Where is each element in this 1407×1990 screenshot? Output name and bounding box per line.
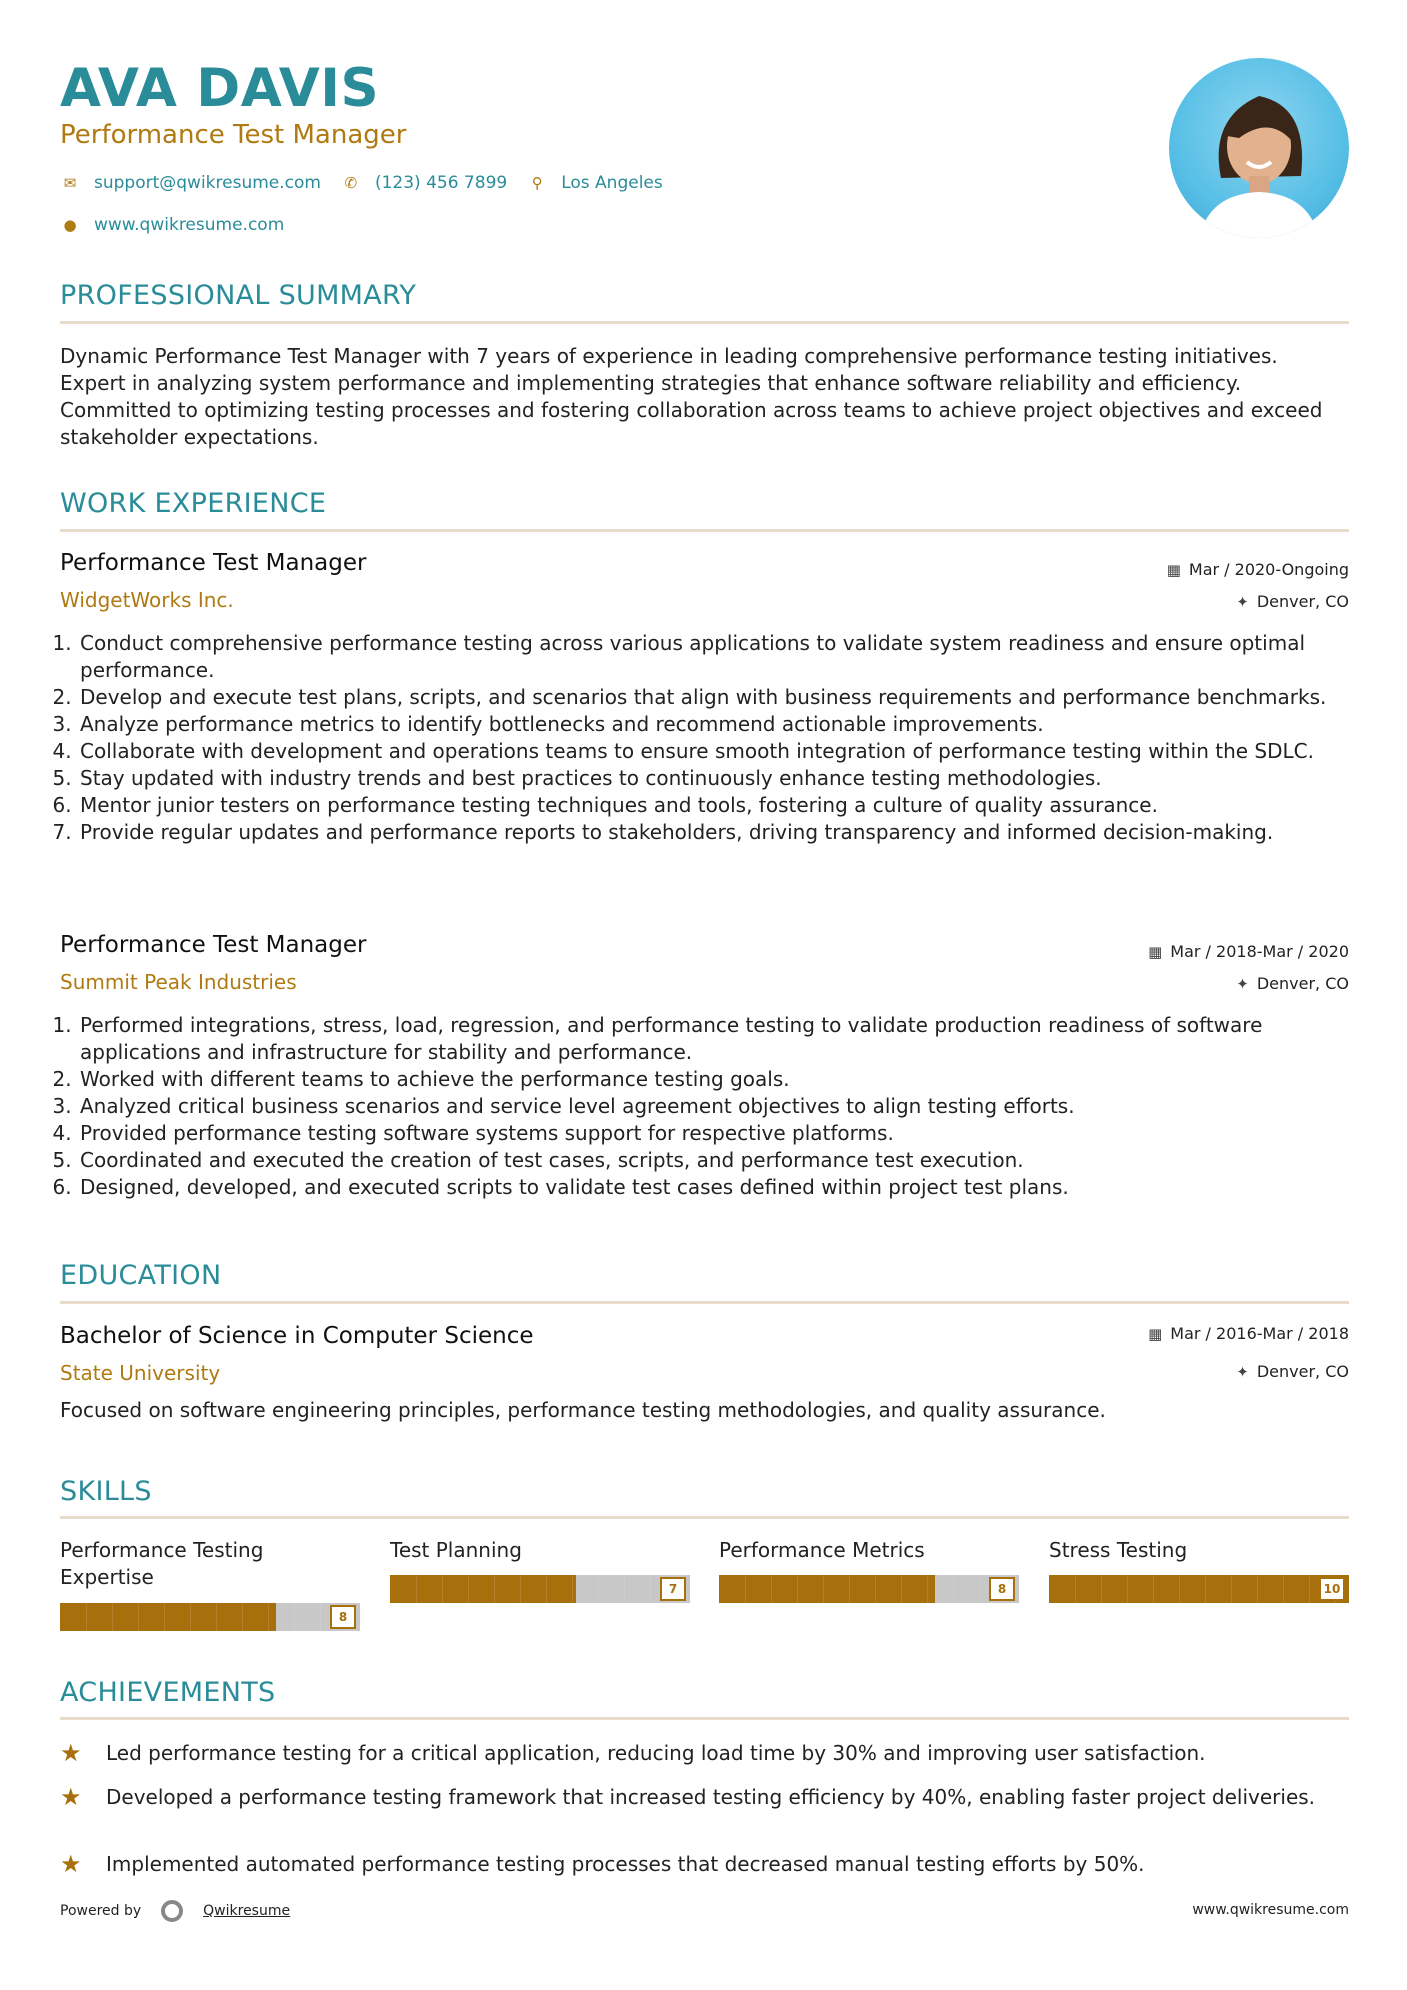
- degree-title: Bachelor of Science in Computer Science: [60, 1323, 534, 1349]
- skill-name: Test Planning: [390, 1538, 522, 1562]
- email-text: support@qwikresume.com: [94, 173, 321, 193]
- job-location-text: Denver, CO: [1256, 592, 1349, 611]
- list-item: 3. Analyzed critical business scenarios and service level agreement objectives to align testing efforts.: [78, 1093, 1349, 1120]
- skill-level-badge: 10: [1319, 1577, 1345, 1601]
- section-divider: [60, 1516, 1349, 1519]
- powered-by-label: Powered by: [60, 1903, 142, 1919]
- list-item: 5. Stay updated with industry trends and best practices to continuously enhance testing methodologies.: [78, 765, 1349, 792]
- skill-item: [1049, 1537, 1349, 1596]
- star-icon: ★: [60, 1783, 82, 1811]
- list-item: 2. Worked with different teams to achieve the performance testing goals.: [78, 1066, 1349, 1093]
- qwikresume-logo-icon: [161, 1900, 183, 1922]
- list-item: 5. Coordinated and executed the creation of test cases, scripts, and performance test execution.: [78, 1147, 1349, 1174]
- section-divider: [60, 1301, 1349, 1304]
- list-item: 2. Develop and execute test plans, scripts, and scenarios that align with business requirements and performance benchmarks.: [78, 684, 1349, 711]
- section-divider: [60, 1717, 1349, 1720]
- section-title-experience: WORK EXPERIENCE: [60, 488, 327, 519]
- candidate-name: AVA DAVIS: [60, 58, 380, 119]
- location-text: Los Angeles: [561, 173, 663, 193]
- skill-bar-segment: [520, 1575, 521, 1603]
- job-location: [1236, 592, 1349, 611]
- calendar-icon: ▦: [1148, 1324, 1163, 1343]
- skill-item: [60, 1537, 360, 1624]
- education-description: Focused on software engineering principles, performance testing methodologies, and quality assurance.: [60, 1398, 1106, 1422]
- skill-bar-segment: [979, 1575, 980, 1603]
- footer-brand: [60, 1900, 1349, 1922]
- globe-icon: ●: [63, 216, 77, 234]
- skill-name: Performance Testing Expertise: [60, 1538, 264, 1589]
- list-item: 1. Performed integrations, stress, load, regression, and performance testing to validate production readiness of software applications and infrastructure for stability and performance.: [78, 1012, 1349, 1066]
- section-title-skills: SKILLS: [60, 1476, 152, 1507]
- job-company: WidgetWorks Inc.: [60, 588, 234, 612]
- skill-bar-segment: [164, 1603, 165, 1631]
- skill-bar-segment: [268, 1603, 269, 1631]
- skill-level-badge: 7: [660, 1577, 686, 1601]
- skill-bar-segment: [797, 1575, 798, 1603]
- list-item: 6. Designed, developed, and executed scripts to validate test cases defined within project test plans.: [78, 1174, 1349, 1201]
- achievement-text: Led performance testing for a critical application, reducing load time by 30% and improving user satisfaction.: [106, 1741, 1206, 1765]
- phone-icon: ✆: [344, 174, 358, 192]
- email-item[interactable]: [60, 173, 321, 193]
- section-title-achievements: ACHIEVEMENTS: [60, 1677, 276, 1708]
- list-item: 6. Mentor junior testers on performance testing techniques and tools, fostering a culture of quality assurance.: [78, 792, 1349, 819]
- job-date: [1167, 560, 1349, 579]
- skill-bar-segment: [572, 1575, 573, 1603]
- skill-bar-segment: [216, 1603, 217, 1631]
- phone-item[interactable]: [341, 173, 507, 193]
- skill-bar-segment: [190, 1603, 191, 1631]
- skill-bar-segment: [1179, 1575, 1180, 1603]
- achievement-item: [60, 1851, 1349, 1878]
- skill-bar-segment: [901, 1575, 902, 1603]
- skill-bar-segment: [771, 1575, 772, 1603]
- footer-website[interactable]: www.qwikresume.com: [1192, 1902, 1349, 1918]
- skill-bar-segment: [442, 1575, 443, 1603]
- calendar-icon: ▦: [1148, 942, 1163, 961]
- skill-bar-fill: [60, 1603, 276, 1631]
- education-location-text: Denver, CO: [1256, 1362, 1349, 1381]
- skill-bar-segment: [1257, 1575, 1258, 1603]
- job-title: Performance Test Manager: [60, 550, 367, 576]
- skill-bar: [390, 1575, 690, 1603]
- website-item[interactable]: [60, 215, 284, 235]
- skill-bar: [1049, 1575, 1349, 1603]
- skill-name: Stress Testing: [1049, 1538, 1188, 1562]
- skill-level-badge: 8: [330, 1605, 356, 1629]
- job-date: [1148, 942, 1349, 961]
- profile-photo: [1169, 58, 1349, 238]
- skill-bar-segment: [294, 1603, 295, 1631]
- skill-bar-segment: [546, 1575, 547, 1603]
- section-title-summary: PROFESSIONAL SUMMARY: [60, 280, 417, 311]
- skill-bar-segment: [1153, 1575, 1154, 1603]
- skill-bar: [60, 1603, 360, 1631]
- list-item: 4. Provided performance testing software systems support for respective platforms.: [78, 1120, 1349, 1147]
- job-company: Summit Peak Industries: [60, 970, 297, 994]
- section-title-education: EDUCATION: [60, 1260, 222, 1291]
- skill-bar-fill: [1049, 1575, 1349, 1603]
- achievement-item: [60, 1784, 1349, 1811]
- website-text: www.qwikresume.com: [94, 215, 285, 235]
- skill-bar-segment: [1075, 1575, 1076, 1603]
- location-item: [527, 173, 663, 193]
- skill-bar-segment: [1205, 1575, 1206, 1603]
- skill-bar-segment: [86, 1603, 87, 1631]
- skill-bar-segment: [650, 1575, 651, 1603]
- skill-bar-fill: [390, 1575, 576, 1603]
- contact-row-1: [60, 173, 683, 193]
- map-pin-icon: ⚲: [531, 174, 543, 192]
- skill-bar-segment: [875, 1575, 876, 1603]
- job-location: [1236, 974, 1349, 993]
- list-item: 4. Collaborate with development and operations teams to ensure smooth integration of performance testing within the SDLC.: [78, 738, 1349, 765]
- job-date-text: Mar / 2018-Mar / 2020: [1170, 942, 1349, 961]
- skill-bar-segment: [320, 1603, 321, 1631]
- resume-page: [60, 0, 1349, 1990]
- pushpin-icon: ✦: [1236, 592, 1249, 611]
- qwikresume-link[interactable]: Qwikresume: [203, 1903, 291, 1919]
- education-location: [1236, 1362, 1349, 1381]
- skill-item: [719, 1537, 1019, 1596]
- skill-item: [390, 1537, 690, 1596]
- skill-bar-segment: [1283, 1575, 1284, 1603]
- skill-bar-segment: [138, 1603, 139, 1631]
- skill-bar: [719, 1575, 1019, 1603]
- skill-bar-segment: [494, 1575, 495, 1603]
- pushpin-icon: ✦: [1236, 974, 1249, 993]
- summary-text: Dynamic Performance Test Manager with 7 years of experience in leading comprehensive performance testing initiatives. Expert in analyzing system performance and implementing strategies that enhance software reliability and efficiency. Committed to optimizing testing processes and fostering collaboration across teams to achieve project objectives and exceed stakeholder expectations.: [60, 344, 1323, 449]
- achievement-text: Implemented automated performance testing processes that decreased manual testing efforts by 50%.: [106, 1852, 1145, 1876]
- profile-avatar-illustration: [1169, 58, 1349, 238]
- job-location-text: Denver, CO: [1256, 974, 1349, 993]
- list-item: 3. Analyze performance metrics to identify bottlenecks and recommend actionable improvements.: [78, 711, 1349, 738]
- skill-bar-segment: [823, 1575, 824, 1603]
- skill-bar-segment: [953, 1575, 954, 1603]
- envelope-icon: ✉: [63, 174, 77, 192]
- skill-bar-segment: [112, 1603, 113, 1631]
- skill-bar-segment: [927, 1575, 928, 1603]
- education-date-text: Mar / 2016-Mar / 2018: [1170, 1324, 1349, 1343]
- star-icon: ★: [60, 1850, 82, 1878]
- section-divider: [60, 321, 1349, 324]
- school-name: State University: [60, 1361, 221, 1385]
- star-icon: ★: [60, 1739, 82, 1767]
- skill-bar-segment: [468, 1575, 469, 1603]
- skill-bar-segment: [624, 1575, 625, 1603]
- job-date-text: Mar / 2020-Ongoing: [1188, 560, 1349, 579]
- skill-bar-segment: [1127, 1575, 1128, 1603]
- list-item: 1. Conduct comprehensive performance testing across various applications to validate system readiness and ensure optimal performance.: [78, 630, 1349, 684]
- skill-bar-segment: [1309, 1575, 1310, 1603]
- skill-bar-segment: [849, 1575, 850, 1603]
- achievement-item: [60, 1740, 1349, 1767]
- skill-bar-segment: [598, 1575, 599, 1603]
- pushpin-icon: ✦: [1236, 1362, 1249, 1381]
- calendar-icon: ▦: [1166, 560, 1181, 579]
- list-item: 7. Provide regular updates and performance reports to stakeholders, driving transparency and informed decision-making.: [78, 819, 1349, 846]
- job-bullets: [60, 630, 1349, 846]
- skill-bar-fill: [719, 1575, 935, 1603]
- skill-level-badge: 8: [989, 1577, 1015, 1601]
- job-title: Performance Test Manager: [60, 932, 367, 958]
- footer: [60, 1900, 1349, 1922]
- skill-bar-segment: [745, 1575, 746, 1603]
- job-bullets: [60, 1012, 1349, 1201]
- skill-bar-segment: [1101, 1575, 1102, 1603]
- skill-bar-segment: [416, 1575, 417, 1603]
- section-divider: [60, 529, 1349, 532]
- skill-bar-segment: [242, 1603, 243, 1631]
- phone-text: (123) 456 7899: [374, 173, 508, 193]
- contact-row-2: [60, 215, 304, 235]
- education-date: [1148, 1324, 1349, 1343]
- skill-bar-segment: [1231, 1575, 1232, 1603]
- achievement-text: Developed a performance testing framework that increased testing efficiency by 40%, enabling faster project deliveries.: [106, 1785, 1316, 1809]
- skill-name: Performance Metrics: [719, 1538, 925, 1562]
- candidate-title: Performance Test Manager: [60, 120, 407, 150]
